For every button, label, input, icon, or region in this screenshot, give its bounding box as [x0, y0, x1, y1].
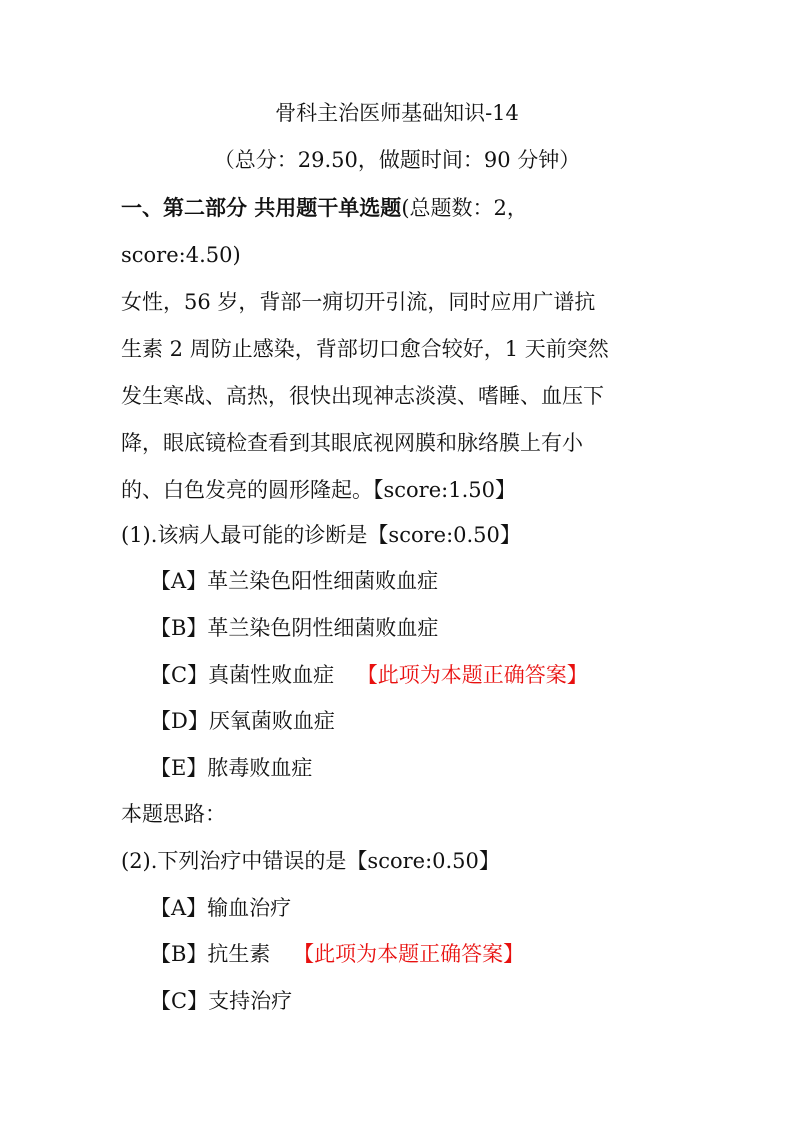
section-heading-row: [121, 194, 528, 222]
option-d: 【D】厌氧菌败血症: [150, 709, 335, 733]
option-b: [150, 940, 524, 968]
stem-line: 女性，56 岁，背部一痈切开引流，同时应用广谱抗: [121, 290, 596, 314]
option-c: [150, 661, 588, 689]
option-label: 【B】抗生素: [150, 942, 271, 966]
stem-line: 降，眼底镜检查看到其眼底视网膜和脉络膜上有小: [121, 431, 583, 455]
section-meta: (总题数：2，: [401, 196, 528, 220]
section-heading: 一、第二部分 共用题干单选题: [121, 195, 402, 220]
option-c: 【C】支持治疗: [150, 989, 293, 1013]
question-prompt: (1).该病人最可能的诊断是【score:0.50】: [121, 523, 521, 547]
option-b: 【B】革兰染色阴性细菌败血症: [150, 616, 439, 640]
stem-line: 发生寒战、高热，很快出现神志淡漠、嗜睡、血压下: [121, 384, 604, 408]
section-meta-continued: score:4.50): [121, 243, 241, 267]
stem-line: 的、白色发亮的圆形隆起。【score:1.50】: [121, 478, 516, 502]
correct-answer-mark: 【此项为本题正确答案】: [293, 942, 525, 966]
question-prompt: (2).下列治疗中错误的是【score:0.50】: [121, 849, 500, 873]
correct-answer-mark: 【此项为本题正确答案】: [356, 663, 588, 687]
option-label: 【C】真菌性败血症: [150, 663, 335, 687]
option-e: 【E】脓毒败血症: [150, 756, 313, 780]
document-subtitle: （总分：29.50，做题时间：90 分钟）: [213, 148, 581, 172]
stem-line: 生素 2 周防止感染，背部切口愈合较好，1 天前突然: [121, 337, 609, 361]
document-title: 骨科主治医师基础知识-14: [275, 101, 519, 125]
rationale-label: 本题思路：: [121, 802, 226, 826]
option-a: 【A】输血治疗: [150, 896, 292, 920]
option-a: 【A】革兰染色阳性细菌败血症: [150, 569, 439, 593]
